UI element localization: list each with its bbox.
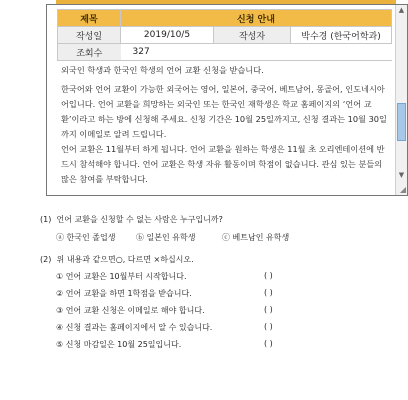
statement-text: ④ 신청 결과는 홈페이지에서 알 수 있습니다.	[56, 323, 213, 332]
statement-text: ① 언어 교환은 10월부터 시작합니다.	[56, 272, 187, 281]
notice-info-row	[58, 27, 392, 44]
statement-row	[56, 271, 306, 285]
question-2	[40, 254, 194, 265]
views-label: 조회수	[58, 44, 121, 61]
statement-row	[56, 288, 306, 302]
notice-paragraph: 언어 교환은 11월부터 하게 됩니다. 언어 교환을 원하는 학생은 11월 초 오리엔테이션에 반드시 참석해야 합니다. 언어 교환은 학생 자유 활동이며 학점이 없습니다. 관심 있는 분들의 많은 참여를 부탁합니다.	[61, 144, 385, 184]
answer-blank[interactable]: ( )	[264, 271, 273, 280]
scrollbar-thumb[interactable]	[397, 103, 406, 141]
option-b[interactable]: ⓑ 일본인 유학생	[136, 233, 196, 242]
option-c[interactable]: ⓒ 베트남인 유학생	[222, 233, 290, 242]
author-label: 작성자	[214, 27, 291, 44]
statement-row	[56, 322, 306, 336]
scroll-down-icon[interactable]: ▼	[398, 171, 405, 179]
question-number: (1)	[40, 215, 52, 224]
question-1	[40, 214, 223, 225]
question-number: (2)	[40, 255, 52, 264]
question-text: 위 내용과 같으면○, 다르면 ×하십시오.	[56, 255, 194, 264]
notice-body	[61, 63, 387, 187]
view-count: 327	[121, 44, 214, 61]
resize-grip-icon[interactable]: ◢	[399, 185, 406, 194]
notice-header-row	[58, 10, 392, 27]
question-text: 언어 교환을 신청할 수 없는 사람은 누구입니까?	[56, 215, 223, 224]
vertical-scrollbar[interactable]	[395, 5, 407, 195]
notice-paragraph: 한국어와 언어 교환이 가능한 외국어는 영어, 일본어, 중국어, 베트남어, 몽골어, 인도네시아어입니다. 언어 교환을 희망하는 외국인 또는 한국인 재학생은 학교 홈페이지의 ‘언어 교환’이라고 하는 방에 신청해 주세요. 신청 기간은 10월 25일까지고, 신청 결과는 10월 30일까지 이메일로 알려 드립니다.	[61, 84, 387, 139]
notice-views-row	[58, 44, 392, 61]
notice-title: 신청 안내	[121, 10, 392, 27]
answer-blank[interactable]: ( )	[264, 322, 273, 331]
statement-text: ③ 언어 교환 신청은 이메일로 해야 합니다.	[56, 306, 205, 315]
post-date: 2019/10/5	[121, 27, 214, 44]
answer-blank[interactable]: ( )	[264, 288, 273, 297]
date-label: 작성일	[58, 27, 121, 44]
scroll-up-icon[interactable]: ▲	[398, 6, 405, 14]
statement-row	[56, 305, 306, 319]
post-author: 박수경 (한국어학과)	[291, 27, 392, 44]
notice-meta-table	[57, 9, 392, 61]
statement-text: ⑤ 신청 마감일은 10월 25일입니다.	[56, 340, 182, 349]
option-a[interactable]: ⓐ 한국인 졸업생	[56, 233, 116, 242]
answer-blank[interactable]: ( )	[264, 305, 273, 314]
title-label: 제목	[58, 10, 121, 27]
statement-text: ② 언어 교환을 하면 1학점을 받습니다.	[56, 289, 192, 298]
statement-row	[56, 339, 306, 353]
answer-blank[interactable]: ( )	[264, 339, 273, 348]
notice-paragraph: 외국인 학생과 한국인 학생의 언어 교환 신청을 받습니다.	[61, 65, 264, 75]
notice-board	[46, 4, 408, 196]
